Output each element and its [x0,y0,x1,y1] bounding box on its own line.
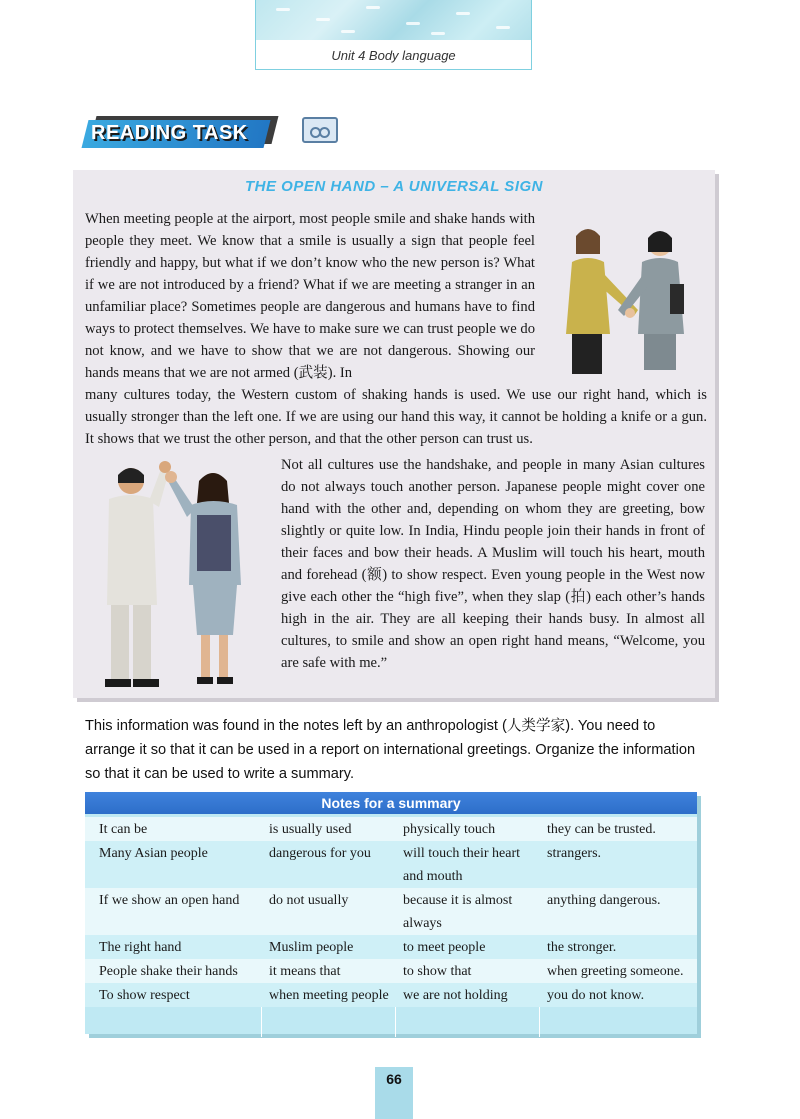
unit-header [255,0,532,70]
table-cell: it means that [269,964,341,979]
table-cell: Many Asian people [99,846,208,861]
table-cell: the stronger. [547,940,617,955]
task-instructions: This information was found in the notes left by an anthropologist (人类学家). You need to arrange it so that it can be used in a report on international greetings. Organize the information so that it can be used to write a summary. [85,718,696,782]
notes-table-title: Notes for a summary [85,792,697,814]
notes-table-body [85,817,697,1007]
table-cell: People shake their hands [99,964,238,979]
table-row [85,959,697,983]
table-row [85,888,697,935]
table-row [85,935,697,959]
table-cell: The right hand [99,940,182,955]
table-cell: to meet people [403,940,486,955]
cassette-icon [302,117,338,143]
article-paragraph-1: When meeting people at the airport, most people smile and shake hands with people they meet. We know that a smile is usually a sign that people feel friendly and happy, but what if we don’t know who the new person is? What if we are not introduced by a friend? What if we are meeting a stranger in an unfamiliar place? Sometimes people are dangerous and humans have to find ways to protect themselves. We have to make sure we can trust people we do not know, and we have to show that we are not dangerous. Showing our hands means that we are not armed (武装). In [85,211,535,381]
table-row [85,983,697,1007]
notes-table [85,792,697,1034]
table-cell: you do not know. [547,988,645,1003]
table-cell: will touch their heart and mouth [403,846,521,884]
table-row [85,817,697,841]
table-cell: to show that [403,964,472,979]
table-cell: Muslim people [269,940,354,955]
article-paragraph-2: Not all cultures use the handshake, and people in many Asian cultures do not always touch another person. Japanese people might cover one hand with the other and, depending on whom they are greeting, bow slightly or quite low. In India, Hindu people join their hands in front of their faces and bow their heads. A Muslim will touch his heart, mouth and forehead (额) to show respect. Even young people in the West now give each other the “high five”, when they slap (拍) each other’s hands high in the air. They are all keeping their hands busy. In almost all cultures, to smile and show an open right hand means, “Welcome, you are safe with me.” [281,457,705,671]
unit-caption: Unit 4 Body language [331,48,456,63]
table-cell: strangers. [547,846,602,861]
table-row [85,841,697,888]
table-cell: To show respect [99,988,190,1003]
reading-passage [73,170,715,698]
section-label: READING TASK [91,122,248,144]
table-cell: we are not holding [403,988,508,1003]
table-cell: anything dangerous. [547,893,661,908]
table-cell: dangerous for you [269,846,371,861]
article-paragraph-1-continued: many cultures today, the Western custom of shaking hands is used. We use our right hand, which is usually stronger than the left one. If we are using our hand this way, it cannot be holding a knife or a gun. It shows that we trust the other person, and that the other person can trust us. [85,387,707,447]
table-cell: do not usually [269,893,349,908]
article-title: THE OPEN HAND – A UNIVERSAL SIGN [245,178,543,195]
high-five-photo [91,455,271,695]
page-number: 66 [386,1071,402,1087]
table-cell: because it is almost always [403,893,513,931]
page-number-tab [375,1067,413,1119]
decorative-water-band [256,0,531,40]
table-cell: It can be [99,822,148,837]
handshake-photo [538,214,708,384]
table-cell: physically touch [403,822,496,837]
table-cell: when meeting people [269,988,389,1003]
table-cell: when greeting someone. [547,964,684,979]
table-cell: they can be trusted. [547,822,656,837]
section-label-banner [85,116,267,152]
table-cell: If we show an open hand [99,893,240,908]
table-cell: is usually used [269,822,352,837]
